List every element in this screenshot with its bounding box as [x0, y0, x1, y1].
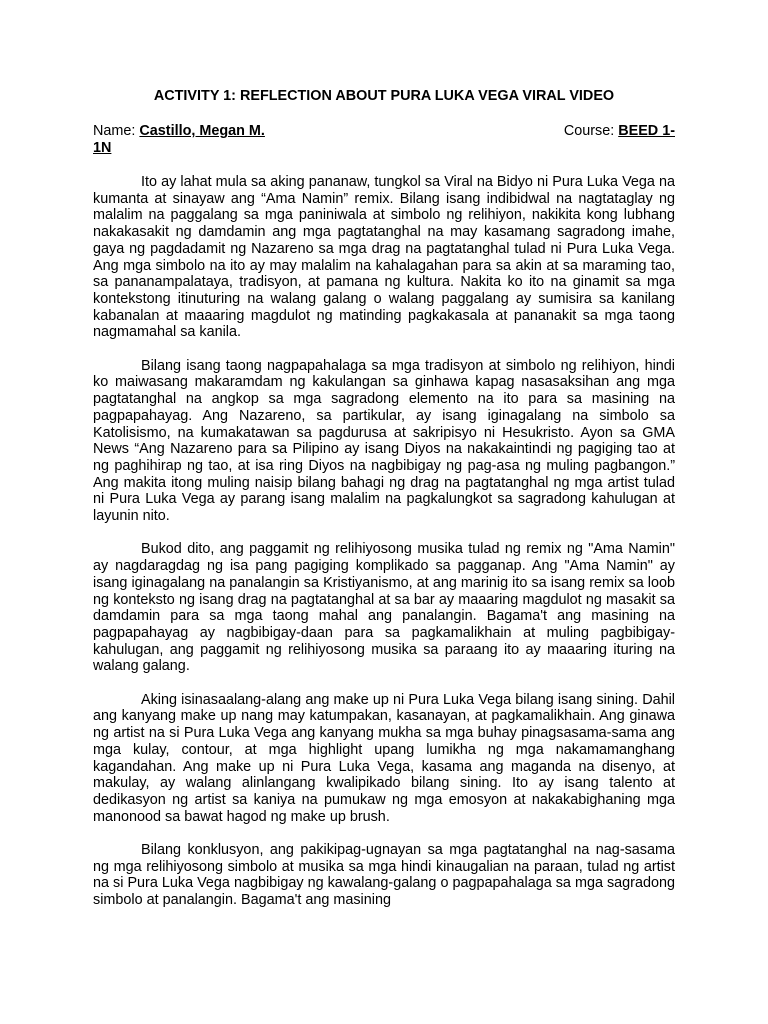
paragraph: Bilang konklusyon, ang pakikipag-ugnayan sa mga pagtatanghal na nag-sasama ng mga relihiyosong simbolo at musika sa mga hindi kinaugalian na paraan, tulad ng artist na si Pura Luka Vega nagbibigay ng kawalang-galang o pagpapahalaga sa mga sagradong simbolo at panalangin. Bagama't ang masining — [93, 842, 675, 909]
course-field — [564, 123, 675, 140]
course-label: Course: — [563, 123, 619, 139]
name-field — [93, 123, 265, 140]
paragraph: Ito ay lahat mula sa aking pananaw, tungkol sa Viral na Bidyo ni Pura Luka Vega na kumanta at sinayaw ang “Ama Namin” remix. Bilang isang indibidwal na nagtataglay ng malalim na paggalang sa mga paniniwala at simbolo ng relihiyon, nakikita kong lubhang nakakasakit ng damdamin ang mga pagtatanghal na may kasamang sagradong imahe, gaya ng pagdadamit ng Nazareno sa mga drag na pagtatanghal tulad ni Pura Luka Vega. Ang mga simbolo na ito ay may malalim na kahalagahan para sa akin at sa maraming tao, sa pananampalataya, tradisyon, at pamana ng kultura. Nakita ko ito na ginamit sa mga kontekstong itinuturing na walang galang o walang paggalang ay sumisira sa kanilang kabanalan at maaaring magdulot ng matinding pagkakasala at pananakit sa mga taong nagmamahal sa kanila. — [93, 174, 675, 341]
name-value: Castillo, Megan M. — [139, 123, 265, 139]
course-value: BEED 1- — [618, 123, 675, 139]
name-label: Name: — [93, 123, 140, 139]
student-info-line — [93, 123, 675, 140]
paragraph: Bilang isang taong nagpapahalaga sa mga tradisyon at simbolo ng relihiyon, hindi ko maiwasang makaramdam ng kakulangan sa ginhawa kapag nasasaksihan ang mga pagtatanghal na angkop sa mga sagradong elemento na ito para sa masining na pagpapahayag. Ang Nazareno, sa partikular, ay isang iginagalang na simbolo sa Katolisismo, na kumakatawan sa pagdurusa at sakripisyo ni Hesukristo. Ayon sa GMA News “Ang Nazareno para sa Pilipino ay isang Diyos na nakakaintindi ng pagiging tao at ng paghihirap ng tao, at isa ring Diyos na nagbibigay ng pag-asa ng muling pagbangon.” Ang makita itong muling naisip bilang bahagi ng drag na pagtatanghal ng mga artist tulad ni Pura Luka Vega ay parang isang malalim na pagkalungkot sa sagradong kahulugan at layunin nito. — [93, 357, 675, 525]
paragraph: Aking isinasaalang-alang ang make up ni Pura Luka Vega bilang isang sining. Dahil ang kanyang make up nang may katumpakan, kasanayan, at pagkamalikhain. Ang ginawa ng artist na si Pura Luka Vega ang kanyang mukha sa mga buhay pinagsasama-sama ang mga kulay, contour, at mga highlight upang lumikha ng mga nakamamanghang kagandahan. Ang make up ni Pura Luka Vega, kasama ang maganda na disenyo, at makulay, ay walang alinlangang kwalipikado bilang sining. Ito ay isang talento at dedikasyon ng artist sa kaniya na pumukaw ng mga emosyon at nakakabighaning mga manonood sa bawat hagod ng make up brush. — [93, 691, 675, 825]
paragraph: Bukod dito, ang paggamit ng relihiyosong musika tulad ng remix ng "Ama Namin" ay nagdaragdag ng isa pang pagiging komplikado sa pagganap. Ang "Ama Namin" ay isang iginagalang na panalangin sa Kristiyanismo, at ang marinig ito sa isang remix sa loob ng konteksto ng isang drag na pagtatanghal at sa bar ay maaaring magdulot ng masakit sa damdamin para sa mga taong mahal ang panalangin. Bagama't ang masining na pagpapahayag ay nagbibigay-daan para sa pagkamalikhain at muling pagbibigay-kahulugan, ang paggamit ng relihiyosong musika sa paraang ito ay maaaring ituring na walang galang. — [93, 541, 675, 675]
document-page — [93, 88, 675, 926]
document-title: ACTIVITY 1: REFLECTION ABOUT PURA LUKA VEGA VIRAL VIDEO — [153, 88, 615, 104]
course-value-continued: 1N — [93, 140, 112, 156]
